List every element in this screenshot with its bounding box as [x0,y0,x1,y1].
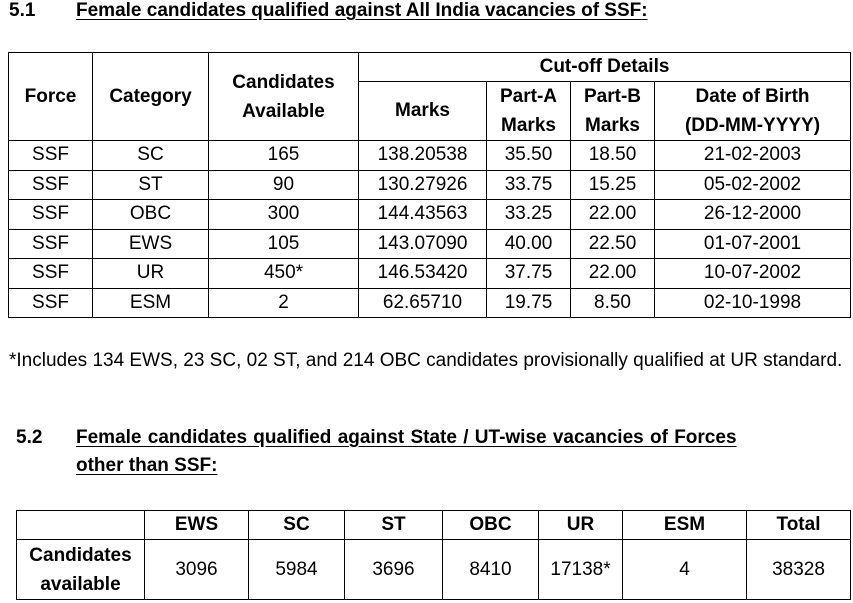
row-label-line1: Candidates [29,544,132,566]
header-parta-marks [487,82,571,141]
header-blank [17,511,145,540]
cell-marks: 143.07090 [359,229,487,259]
cell-parta: 33.25 [487,200,571,230]
cell-parta: 40.00 [487,229,571,259]
header-partb-line2: Marks [585,115,640,136]
header-category: Category [93,53,209,141]
cell-available: 165 [209,141,359,171]
section-title-line1: Female candidates qualified against State / UT-wise vacancies of Forces [76,427,737,448]
header-sc: SC [249,511,345,540]
cell-force: SSF [9,170,93,200]
cell-available: 90 [209,170,359,200]
header-dob-line2: (DD-MM-YYYY) [684,115,821,136]
cell-partb: 8.50 [571,288,655,318]
table-header-row [17,511,851,540]
state-ut-candidates-table [16,510,851,600]
cell-category: ST [93,170,209,200]
table-row [9,170,851,200]
cell-force: SSF [9,288,93,318]
cell-ews: 3096 [145,540,249,600]
section-title [76,0,648,22]
header-obc: OBC [443,511,539,540]
row-label-candidates-available [17,540,145,600]
cell-parta: 19.75 [487,288,571,318]
header-cutoff-details: Cut-off Details [359,53,851,82]
cell-force: SSF [9,259,93,289]
header-esm: ESM [623,511,747,540]
cell-total: 38328 [747,540,851,600]
cell-force: SSF [9,200,93,230]
cell-available: 2 [209,288,359,318]
section-title-line2 [76,455,217,477]
table-row [9,141,851,171]
cell-available: 300 [209,200,359,230]
cell-partb: 22.50 [571,229,655,259]
cell-partb: 22.00 [571,200,655,230]
cell-force: SSF [9,229,93,259]
header-date-of-birth [655,82,851,141]
section-title-colon: : [641,0,648,21]
cell-dob: 05-02-2002 [655,170,851,200]
header-candidates-line2: Available [242,100,325,122]
cell-available: 105 [209,229,359,259]
footnote: *Includes 134 EWS, 23 SC, 02 ST, and 214 OBC candidates provisionally qualified at UR standard. [9,350,843,371]
section-title-colon: : [211,455,218,476]
header-marks: Marks [359,82,487,141]
header-ews: EWS [145,511,249,540]
cell-marks: 62.65710 [359,288,487,318]
header-parta-line2: Marks [501,115,556,136]
cell-dob: 02-10-1998 [655,288,851,318]
header-dob-line1: Date of Birth [695,86,810,107]
cell-ur: 17138* [539,540,623,600]
row-label-line2: available [40,573,121,595]
cell-partb: 22.00 [571,259,655,289]
header-candidates-line1: Candidates [232,71,335,93]
header-partb-line1: Part-B [583,86,641,107]
cell-category: OBC [93,200,209,230]
ssf-cutoff-table [8,52,851,318]
cell-st: 3696 [345,540,443,600]
cell-partb: 15.25 [571,170,655,200]
header-partb-marks [571,82,655,141]
table-row [9,259,851,289]
table-row [9,229,851,259]
cell-esm: 4 [623,540,747,600]
header-parta-line1: Part-A [499,86,557,107]
cell-parta: 35.50 [487,141,571,171]
header-total: Total [747,511,851,540]
cell-dob: 21-02-2003 [655,141,851,171]
cell-marks: 144.43563 [359,200,487,230]
section-title-text: Female candidates qualified against All India vacancies of SSF [76,0,642,21]
cell-marks: 138.20538 [359,141,487,171]
cell-dob: 26-12-2000 [655,200,851,230]
cell-marks: 146.53420 [359,259,487,289]
header-candidates-available [209,53,359,141]
cell-parta: 33.75 [487,170,571,200]
cell-category: SC [93,141,209,171]
cell-category: UR [93,259,209,289]
section-5-2-heading [16,427,851,483]
cell-available: 450* [209,259,359,289]
cell-category: ESM [93,288,209,318]
cell-dob: 01-07-2001 [655,229,851,259]
table-row [17,540,851,600]
header-force: Force [9,53,93,141]
section-title-line2-text: other than SSF [76,455,212,476]
cell-partb: 18.50 [571,141,655,171]
cell-force: SSF [9,141,93,171]
cell-dob: 10-07-2002 [655,259,851,289]
cell-marks: 130.27926 [359,170,487,200]
header-st: ST [345,511,443,540]
cell-category: EWS [93,229,209,259]
cell-parta: 37.75 [487,259,571,289]
table-row [9,200,851,230]
cell-obc: 8410 [443,540,539,600]
section-number: 5.2 [16,427,43,448]
table-row [9,288,851,318]
header-ur: UR [539,511,623,540]
section-5-1-heading [9,0,849,24]
section-number: 5.1 [9,0,36,21]
cell-sc: 5984 [249,540,345,600]
